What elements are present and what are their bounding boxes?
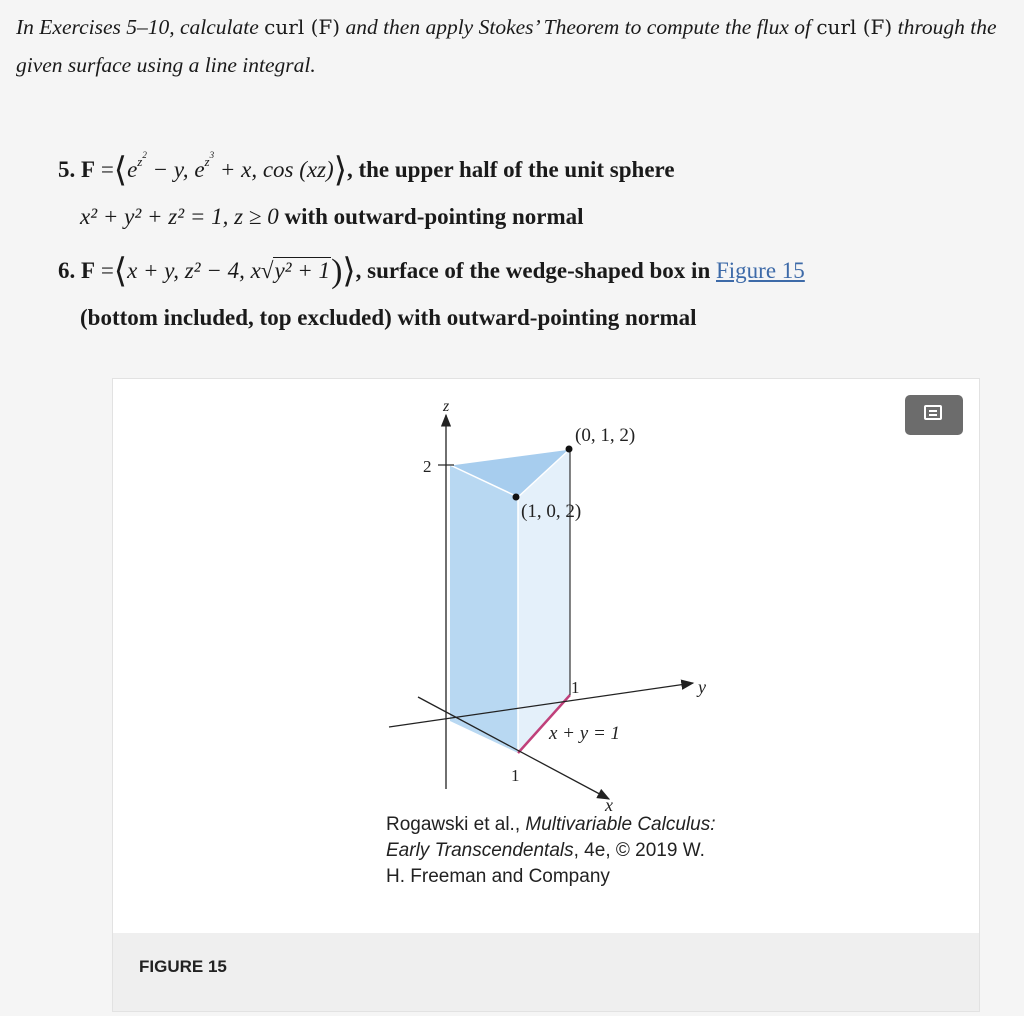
exp-power-4: 3 [209,150,215,160]
instructions [16,8,1006,84]
components: x + y, z² − 4, x [127,258,261,283]
exp-base: e [127,157,138,182]
caption-author: Rogawski et al., [386,814,526,835]
sqrt-content: y² + 1 [274,258,331,283]
equals-sign: = [100,157,114,182]
x-tick-label: 1 [511,766,520,785]
sphere-equation: x² + y² + z² = 1, z ≥ 0 [80,204,279,229]
exp-power-2: 2 [142,150,147,160]
y-tick-label: 1 [571,678,580,697]
point-1-0-2 [513,494,520,501]
component-2-rest: + x, cos (xz) [214,157,334,182]
curl-f-symbol: curl (F) [264,15,341,39]
exp-power-3: z [204,154,210,169]
intro-text-3: through the given surface using a line integral. [16,15,997,77]
figure-15-link[interactable]: Figure 15 [716,258,805,283]
exercise-number: 6. [58,258,76,283]
line-label: x + y = 1 [549,723,621,744]
z-tick-label: 2 [423,457,432,476]
caption-title: Multivariable Calculus: Early Transcendentals [386,814,716,861]
surface-detail: (bottom included, top excluded) with outward-pointing normal [80,305,697,330]
figure-15 [112,378,980,1012]
figure-label: FIGURE 15 [139,957,227,976]
normal-description: with outward-pointing normal [278,204,584,229]
exp-base-2: e [194,157,205,182]
figure-footer [113,933,979,1011]
intro-text: In Exercises 5–10, calculate [16,15,265,39]
intro-text-2: and then apply Stokes’ Theorem to compute the flux of [340,15,817,39]
x-axis-label: x [605,795,613,815]
exercise-6 [58,248,1008,341]
sqrt-symbol: √ [260,258,274,283]
point-label-0-1-2: (0, 1, 2) [575,425,636,446]
expand-icon [924,405,942,420]
exercise-5 [58,132,1008,240]
right-angle: ⟩ [333,152,347,189]
curl-f-symbol-2: curl (F) [816,15,893,39]
equals-sign: = [100,258,114,283]
y-axis-label: y [698,677,706,697]
surface-description: , surface of the wedge-shaped box in [355,258,716,283]
figure-caption [386,812,716,890]
exp-power: z [137,154,143,169]
vector-field-symbol: F [81,258,96,283]
caption-rest: , 4e, © 2019 W. H. Freeman and Company [386,840,705,887]
right-paren: ) [331,253,343,290]
z-axis-label: z [443,398,450,415]
point-label-1-0-2: (1, 0, 2) [521,501,582,522]
expand-button[interactable] [905,395,963,435]
right-angle: ⟩ [342,253,356,290]
surface-description: , the upper half of the unit sphere [346,157,675,182]
component-1-rest: − y, [146,157,195,182]
exercise-number: 5. [58,157,76,182]
left-angle: ⟨ [113,253,128,290]
left-angle: ⟨ [113,152,128,189]
point-0-1-2 [566,446,573,453]
vector-field-symbol: F [81,157,96,182]
